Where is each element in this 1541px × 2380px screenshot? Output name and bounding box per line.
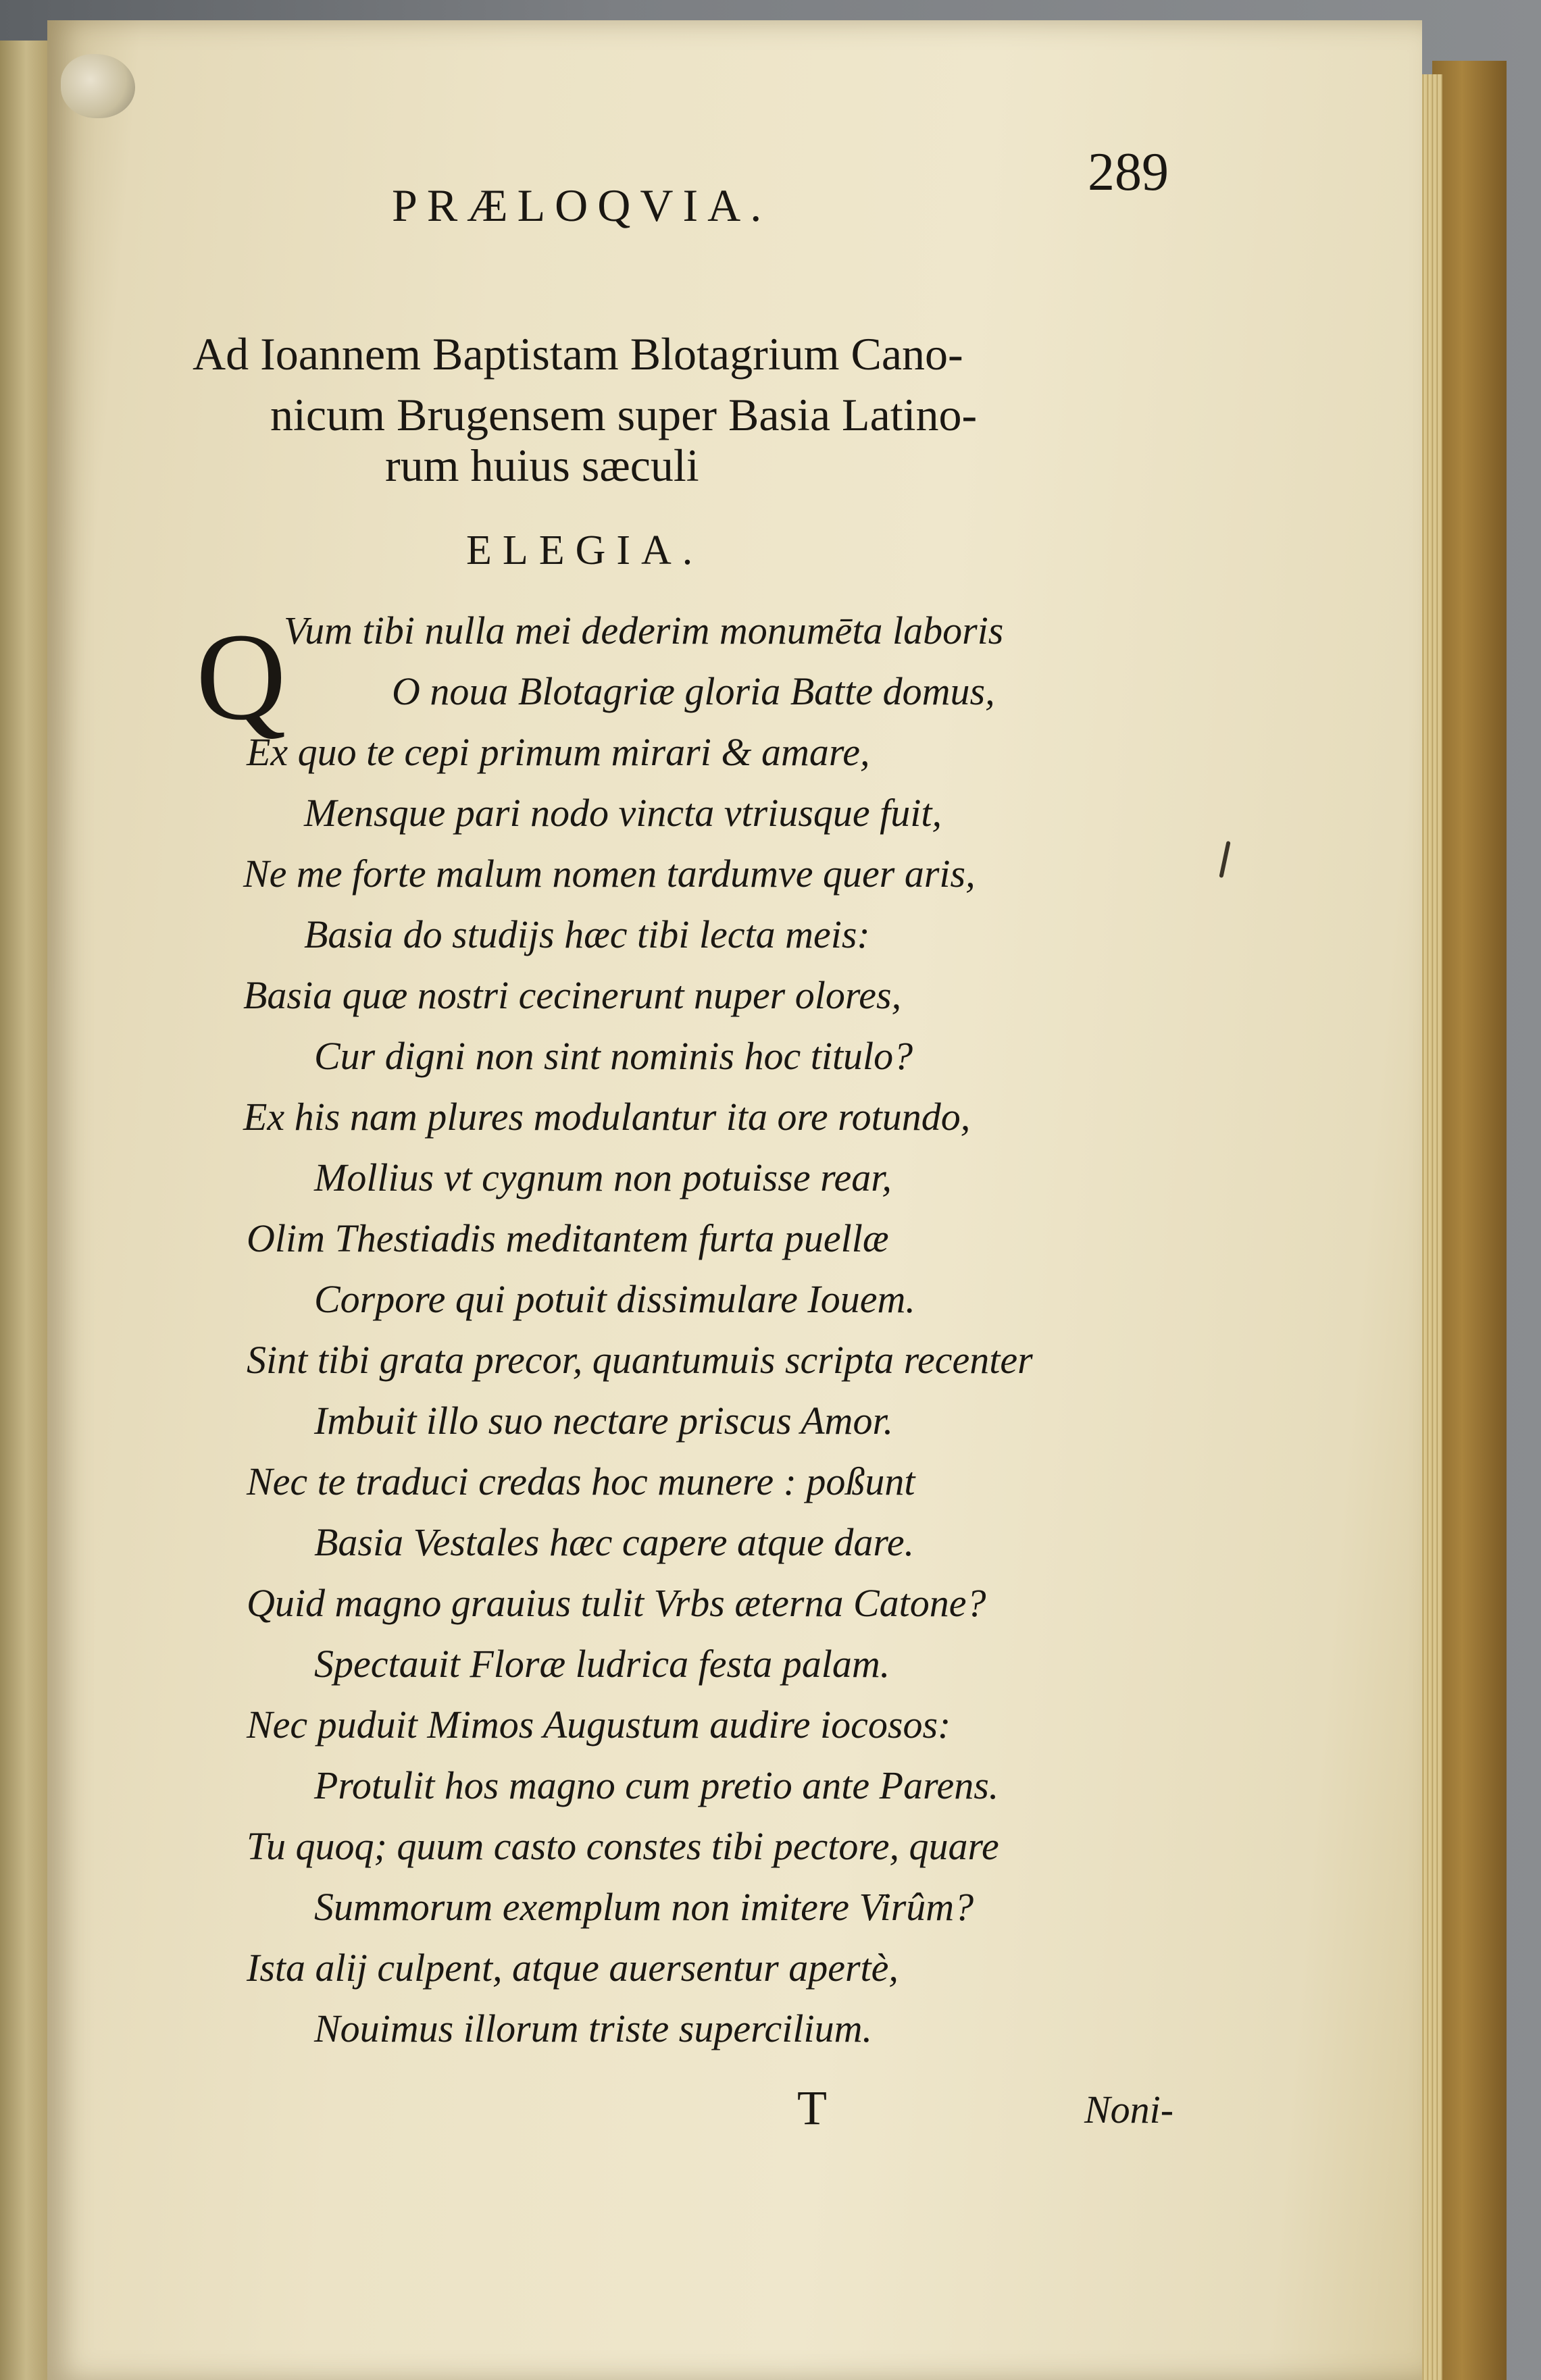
verse-line: Sint tibi grata precor, quantumuis scripta recenter [247,1338,1033,1382]
verse-line: Protulit hos magno cum pretio ante Parens. [314,1763,999,1807]
verse-line: Nouimus illorum triste supercilium. [314,2007,872,2050]
verse-line: Cur digni non sint nominis hoc titulo? [314,1034,913,1078]
section-heading: ELEGIA. [466,527,704,573]
verse-line: Basia Vestales hæc capere atque dare. [314,1520,915,1564]
book-cover-edge [1432,61,1507,2380]
verse-line: Basia quæ nostri cecinerunt nuper olores, [243,973,902,1017]
verse-line: Spectauit Floræ ludrica festa palam. [314,1642,890,1686]
book-page [47,20,1422,2380]
catchword: Noni- [1084,2088,1174,2131]
verse-line: Ne me forte malum nomen tardumve quer aris, [243,852,976,896]
running-head: PRÆLOQVIA. [392,180,772,231]
verse-line: Tu quoq; quum casto constes tibi pectore, quare [247,1824,999,1868]
title-line-1: Ad Ioannem Baptistam Blotagrium Cano- [193,328,963,380]
verse-line: Imbuit illo suo nectare priscus Amor. [314,1399,894,1443]
signature-mark: T [797,2081,827,2135]
verse-line: Ex quo te cepi primum mirari & amare, [247,730,870,774]
verse-line: Summorum exemplum non imitere Virûm? [314,1885,974,1929]
page-number: 289 [1088,143,1169,202]
verse-line: O noua Blotagriæ gloria Batte domus, [392,669,995,713]
facing-page-edge [0,41,51,2380]
verse-line: Quid magno grauius tulit Vrbs æterna Catone? [247,1581,986,1625]
verse-line: Mensque pari nodo vincta vtriusque fuit, [304,791,942,835]
verse-line: Basia do studijs hæc tibi lecta meis: [304,912,870,956]
title-line-2: nicum Brugensem super Basia Latino- [270,389,978,440]
drop-cap: Q [196,608,286,746]
verse-line: Olim Thestiadis meditantem furta puellæ [247,1216,889,1260]
title-line-3: rum huius sæculi [385,440,699,491]
verse-line: Ista alij culpent, atque auersentur apertè, [247,1946,899,1990]
verse-line: Ex his nam plures modulantur ita ore rotundo, [243,1095,971,1139]
page-text [47,20,1422,2380]
verse-line: Corpore qui potuit dissimulare Iouem. [314,1277,915,1321]
verse-line: Nec te traduci credas hoc munere : poßunt [247,1459,915,1503]
verse-line: Mollius vt cygnum non potuisse rear, [314,1156,892,1199]
verse-line: Vum tibi nulla mei dederim monumēta laboris [284,609,1004,652]
verse-line: Nec puduit Mimos Augustum audire iocosos: [247,1703,951,1747]
